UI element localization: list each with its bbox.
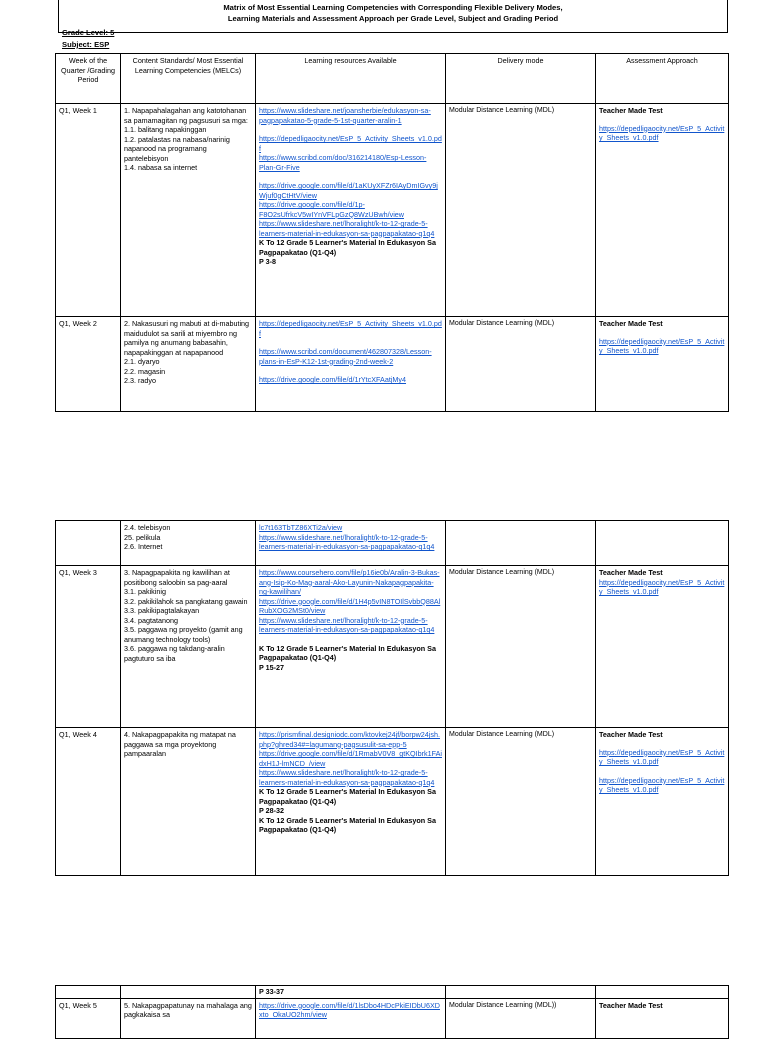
learner-material: K To 12 Grade 5 Learner's Material In Edukasyon Sa Pagpapakatao (Q1-Q4) — [259, 238, 436, 257]
assessment-link[interactable]: https://depedligaocity.net/EsP_5_Activity_Sheets_v1.0.pdf — [599, 747, 725, 766]
learner-material: K To 12 Grade 5 Learner's Material In Edukasyon Sa Pagpapakatao (Q1-Q4) — [259, 787, 436, 806]
assessment-cell — [596, 317, 729, 412]
delivery-cell: Modular Distance Learning (MDL)) — [446, 998, 596, 1038]
table-header-row — [56, 54, 729, 104]
page-range: P 3-8 — [259, 257, 277, 266]
melc-cell — [121, 317, 256, 412]
resource-link[interactable]: https://www.slideshare.net/lhoralight/k-to-12-grade-5-learners-material-in-edukasyon-sa-pagpapakatao-q1q4 — [259, 768, 435, 787]
melc-table-page3 — [55, 985, 729, 1039]
melc-cell — [121, 728, 256, 876]
assessment-link[interactable]: https://depedligaocity.net/EsP_5_Activity_Sheets_v1.0.pdf — [599, 577, 725, 596]
assessment-type: Teacher Made Test — [599, 730, 663, 739]
learner-material: K To 12 Grade 5 Learner's Material In Edukasyon Sa Pagpapakatao (Q1-Q4) — [259, 815, 436, 834]
resource-link[interactable]: https://drive.google.com/file/d/1p-F8O2sUfrkcV5wIYnVFLpGzQ8WzUBwh/view — [259, 200, 404, 219]
col-header-delivery: Delivery mode — [446, 54, 596, 104]
melc-table-page1 — [55, 53, 729, 412]
resource-link[interactable]: https://drive.google.com/file/d/1lsDbo4HDcPkiEIDbU6XDxto_OkaUO2hm/view — [259, 1000, 440, 1019]
melc-cell — [121, 104, 256, 317]
melc-line: 3.4. pagtatanong — [124, 615, 178, 625]
delivery-cell: Modular Distance Learning (MDL) — [446, 104, 596, 317]
assessment-type: Teacher Made Test — [599, 1000, 663, 1010]
melc-table-page2 — [55, 520, 729, 876]
assessment-cell — [596, 728, 729, 876]
resource-link[interactable]: https://prismfinal.designiodc.com/ktovkej24jf/borpw24jsh.php?ghred34#=lagumang-pagsusulit-sa-epp-5 — [259, 730, 440, 749]
title-line-2: Learning Materials and Assessment Approach per Grade Level, Subject and Grading Period — [227, 14, 559, 23]
delivery-cell — [446, 521, 596, 566]
resources-cell — [256, 728, 446, 876]
melc-line: 3.2. pakikilahok sa pangkatang gawain — [124, 596, 248, 606]
melc-line: 3.5. paggawa ng proyekto (gamit ang anumang technology tools) — [124, 625, 243, 644]
melc-line: 3. Napagpapakita ng kawilihan at positibong saloobin sa pag-aaral — [124, 568, 230, 587]
resource-link[interactable]: https://drive.google.com/file/d/1aKUyXFZr6IAyDmIGvy9jWjuf0gCtHtV/view — [259, 181, 438, 200]
melc-line: 1. Napapahalagahan ang katotohanan sa pamamagitan ng pagsusuri sa mga: — [124, 106, 248, 125]
page-range: P 28-32 — [259, 806, 285, 815]
page-range: P 15-27 — [259, 662, 285, 672]
assessment-type: Teacher Made Test — [599, 319, 663, 328]
table-row-week4-continued — [56, 986, 729, 999]
resource-link[interactable]: https://drive.google.com/file/d/1rYtcXFAatjMy4 — [259, 375, 407, 384]
week-cell: Q1, Week 5 — [56, 998, 121, 1038]
resource-link[interactable]: https://www.scribd.com/document/462807328/Lesson-plans-in-EsP-K12-1st-grading-2nd-week-2 — [259, 347, 432, 366]
assessment-cell — [596, 104, 729, 317]
assessment-link[interactable]: https://depedligaocity.net/EsP_5_Activity_Sheets_v1.0.pdf — [599, 775, 725, 794]
table-row-week3 — [56, 566, 729, 728]
week-cell: Q1, Week 2 — [56, 317, 121, 412]
learner-material: K To 12 Grade 5 Learner's Material In Edukasyon Sa Pagpapakatao (Q1-Q4) — [259, 643, 436, 662]
table-row-week1 — [56, 104, 729, 317]
resource-link[interactable]: https://www.scribd.com/doc/316214180/Esp-Lesson-Plan-Gr-Five — [259, 153, 427, 172]
table-row-week2 — [56, 317, 729, 412]
melc-line: 1.4. nabasa sa internet — [124, 163, 198, 172]
week-cell — [56, 986, 121, 999]
delivery-cell: Modular Distance Learning (MDL) — [446, 728, 596, 876]
melc-line: 4. Nakapagpapakita ng matapat na paggawa sa mga proyektong pampaaralan — [124, 730, 236, 758]
melc-line: pagtuturo sa iba — [124, 653, 176, 663]
document-title — [58, 0, 728, 33]
col-header-assessment: Assessment Approach — [596, 54, 729, 104]
melc-line: 2. Nakasusuri ng mabuti at di-mabuting maidudulot sa sarili at miyembro ng pamilya ng anumang babasahin, napapakinggan at napapanood — [124, 319, 250, 357]
melc-line: 5. Nakapagpapatunay na mahalaga ang pagkakaisa sa — [124, 1000, 252, 1019]
table-row-week4 — [56, 728, 729, 876]
resource-link[interactable]: https://www.coursehero.com/file/p16ie0b/Aralin-3-Bukas-ang-Isip-Ko-Mag-aaral-Ako-Layunin-Nakapagpapakita-ng-kawilihan/ — [259, 568, 440, 596]
melc-line: 2.4. telebisyon — [124, 523, 171, 532]
resources-cell — [256, 317, 446, 412]
assessment-link[interactable]: https://depedligaocity.net/EsP_5_Activity_Sheets_v1.0.pdf — [599, 123, 725, 142]
melc-line: 1.1. balitang napakinggan — [124, 125, 207, 134]
week-cell: Q1, Week 4 — [56, 728, 121, 876]
melc-line: 2.6. Internet — [124, 542, 163, 551]
assessment-cell — [596, 521, 729, 566]
assessment-link[interactable]: https://depedligaocity.net/EsP_5_Activity_Sheets_v1.0.pdf — [599, 336, 725, 355]
melc-cell — [121, 521, 256, 566]
resources-cell — [256, 104, 446, 317]
week-cell: Q1, Week 1 — [56, 104, 121, 317]
table-row-week5 — [56, 998, 729, 1038]
resource-link[interactable]: https://www.slideshare.net/lhoralight/k-to-12-grade-5-learners-material-in-edukasyon-sa-pagpapakatao-q1q4 — [259, 219, 435, 238]
melc-cell — [121, 986, 256, 999]
title-line-1: Matrix of Most Essential Learning Competencies with Corresponding Flexible Delivery Modes, — [223, 3, 563, 12]
resources-cell — [256, 986, 446, 999]
col-header-melc: Content Standards/ Most Essential Learning Competencies (MELCs) — [121, 54, 256, 104]
subject: Subject: ESP — [62, 40, 110, 49]
week-cell: Q1, Week 3 — [56, 566, 121, 728]
melc-line: 3.3. pakikipagtalakayan — [124, 606, 200, 615]
resources-cell — [256, 566, 446, 728]
grade-level: Grade Level: 5 — [62, 28, 115, 37]
week-cell — [56, 521, 121, 566]
table-row-week2-continued — [56, 521, 729, 566]
resource-link[interactable]: https://depedligaocity.net/EsP_5_Activity_Sheets_v1.0.pdf — [259, 134, 442, 153]
assessment-cell — [596, 998, 729, 1038]
resources-cell — [256, 998, 446, 1038]
resource-link[interactable]: https://www.slideshare.net/lhoralight/k-to-12-grade-5-learners-material-in-edukasyon-sa-pagpapakatao-q1q4 — [259, 615, 435, 634]
delivery-cell: Modular Distance Learning (MDL) — [446, 317, 596, 412]
melc-line: 3.1. pakikinig — [124, 587, 166, 596]
page-range: P 33-37 — [259, 987, 285, 996]
assessment-type: Teacher Made Test — [599, 106, 663, 115]
melc-cell — [121, 998, 256, 1038]
melc-line: 2.3. radyo — [124, 376, 156, 385]
melc-line: 2.1. dyaryo — [124, 357, 160, 366]
resource-link[interactable]: lc7t163TbTZ86XTi2a/view — [259, 523, 343, 532]
delivery-cell: Modular Distance Learning (MDL) — [446, 566, 596, 728]
assessment-cell — [596, 566, 729, 728]
resource-link[interactable]: https://www.slideshare.net/joansherbie/edukasyon-sa-pagpapakatao-5-grade-5-1st-quarter-aralin-1 — [259, 106, 431, 125]
resource-link[interactable]: https://drive.google.com/file/d/1RmabV0V8_gtKQIbrk1FAidxH1J-lmNCD_/view — [259, 749, 442, 768]
resource-link[interactable]: https://www.slideshare.net/lhoralight/k-to-12-grade-5-learners-material-in-edukasyon-sa-pagpapakatao-q1q4 — [259, 532, 435, 551]
resource-link[interactable]: https://drive.google.com/file/d/1H4p5vIN8TOIlSvbbQ88AlRubXOG2MSt0/view — [259, 596, 441, 615]
col-header-week: Week of the Quarter /Grading Period — [56, 54, 121, 104]
melc-cell — [121, 566, 256, 728]
assessment-cell — [596, 986, 729, 999]
col-header-resources: Learning resources Available — [256, 54, 446, 104]
melc-line: 2.2. magasin — [124, 366, 166, 376]
melc-line: 1.2. patalastas na nabasa/narinig — [124, 134, 230, 144]
melc-line: 25. pelikula — [124, 532, 161, 542]
assessment-type: Teacher Made Test — [599, 568, 663, 577]
delivery-cell — [446, 986, 596, 999]
resource-link[interactable]: https://depedligaocity.net/EsP_5_Activity_Sheets_v1.0.pdf — [259, 319, 442, 338]
resources-cell — [256, 521, 446, 566]
melc-line: 3.6. paggawa ng takdang-aralin — [124, 644, 225, 653]
melc-line: napanood na programang pantelebisyon — [124, 144, 207, 163]
